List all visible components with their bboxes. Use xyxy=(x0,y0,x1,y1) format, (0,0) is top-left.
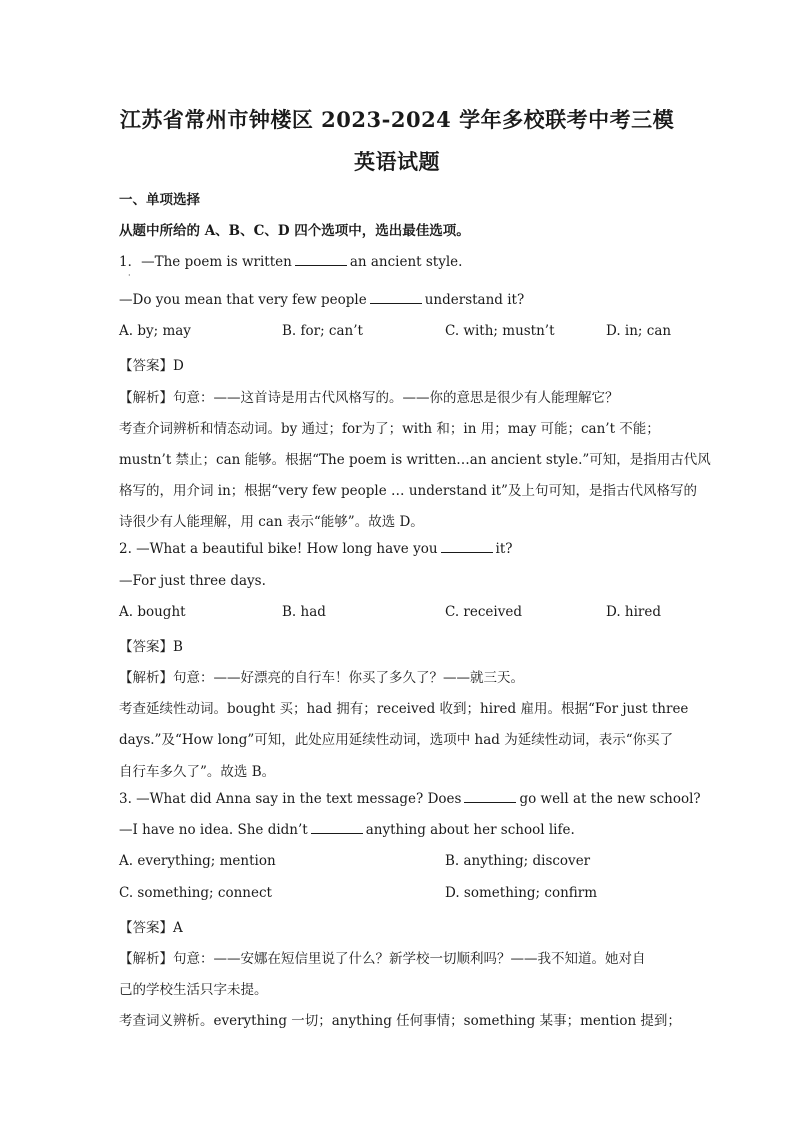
q2-analysis-line: days.”及“How long”可知，此处应用延续性动词，选项中 had 为延续性动词，表示“你买了 xyxy=(119,732,674,748)
q1-analysis-line: mustn’t 禁止；can 能够。根据“The poem is written…an ancient style.”可知，是指用古代风 xyxy=(119,452,711,468)
q3-option-a: A. everything; mention xyxy=(119,853,276,869)
q3-option-c: C. something; connect xyxy=(119,885,272,901)
q3-answer: 【答案】A xyxy=(119,920,183,936)
question-2-stem: 2. —What a beautiful bike! How long have you it? xyxy=(119,541,513,557)
q1-analysis-line: 格写的，用介词 in；根据“very few people … understand it”及上句可知，是指古代风格写的 xyxy=(119,483,697,499)
document-title-line1: 江苏省常州市钟楼区 2023-2024 学年多校联考中考三模 xyxy=(119,107,675,132)
q3-option-d: D. something; confirm xyxy=(445,885,598,901)
q3-analysis-line: 己的学校生活只字未提。 xyxy=(119,982,268,998)
q1-option-d: D. in; can xyxy=(606,323,672,339)
question-2-reply: —For just three days. xyxy=(119,573,266,589)
answer-blank xyxy=(295,264,347,266)
question-3-reply: —I have no idea. She didn’t anything about her school life. xyxy=(119,822,575,838)
q1-analysis-line: 考查介词辨析和情态动词。by 通过；for为了；with 和；in 用；may 可能；can’t 不能； xyxy=(119,421,660,437)
q3-analysis-line: 考查词义辨析。everything 一切；anything 任何事情；something 某事；mention 提到； xyxy=(119,1013,681,1029)
answer-blank xyxy=(441,551,493,553)
q2-analysis-line: 自行车多久了”。故选 B。 xyxy=(119,764,276,780)
answer-blank xyxy=(311,832,363,834)
q1-option-c: C. with; mustn’t xyxy=(445,323,555,339)
q2-answer: 【答案】B xyxy=(119,639,183,655)
section-heading: 一、单项选择 xyxy=(119,192,200,208)
q1-option-b: B. for; can’t xyxy=(282,323,363,339)
answer-blank xyxy=(464,801,516,803)
q3-option-b: B. anything; discover xyxy=(445,853,591,869)
question-1-stem: 1．—The poem is written an ancient style. xyxy=(119,254,463,270)
question-3-stem: 3. —What did Anna say in the text message? Does go well at the new school? xyxy=(119,791,701,807)
q1-analysis-line: 诗很少有人能理解，用 can 表示“能够”。故选 D。 xyxy=(119,514,424,530)
q1-answer: 【答案】D xyxy=(119,358,184,374)
question-1-reply: —Do you mean that very few people understand it? xyxy=(119,292,525,308)
document-title-line2: 英语试题 xyxy=(354,149,440,174)
instruction-text: 从题中所给的 A、B、C、D 四个选项中，选出最佳选项。 xyxy=(119,223,470,239)
q2-option-b: B. had xyxy=(282,604,326,620)
q2-option-c: C. received xyxy=(445,604,522,620)
q2-analysis-line: 【解析】句意：——好漂亮的自行车！你买了多久了？——就三天。 xyxy=(119,670,524,686)
stray-dot: · xyxy=(128,271,131,280)
q2-option-a: A. bought xyxy=(119,604,186,620)
q1-option-a: A. by; may xyxy=(119,323,191,339)
q2-option-d: D. hired xyxy=(606,604,662,620)
q1-analysis-line: 【解析】句意：——这首诗是用古代风格写的。——你的意思是很少有人能理解它？ xyxy=(119,390,619,406)
q2-analysis-line: 考查延续性动词。bought 买；had 拥有；received 收到；hired 雇用。根据“For just three xyxy=(119,701,689,717)
answer-blank xyxy=(370,302,422,304)
q3-analysis-line: 【解析】句意：——安娜在短信里说了什么？新学校一切顺利吗？——我不知道。她对自 xyxy=(119,951,646,967)
